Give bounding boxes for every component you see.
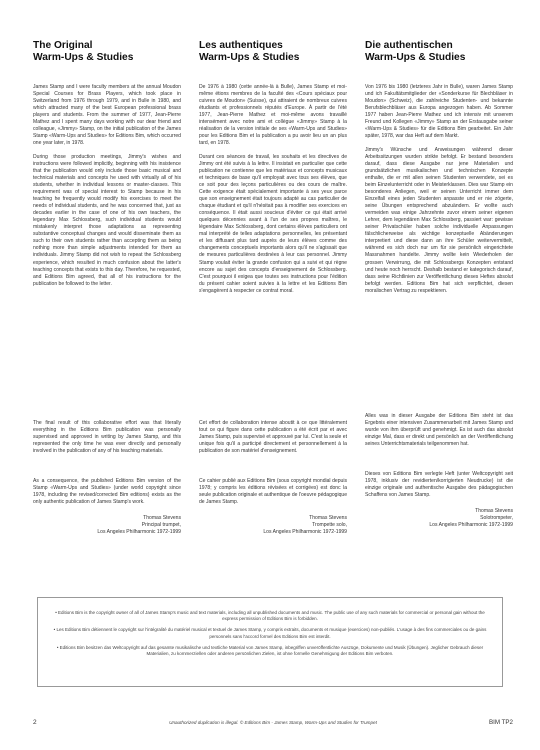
- signature: [365, 508, 513, 529]
- signature-orchestra: Los Angeles Philharmonic 1972-1999: [97, 529, 181, 536]
- signature-name: Thomas Stevens: [475, 507, 513, 514]
- signature: [33, 515, 181, 536]
- column-title: Les authentiques Warm-Ups & Studies: [199, 40, 300, 63]
- catalog-code: BIM TP2: [489, 719, 513, 726]
- signature-role: Principal trumpet,: [141, 522, 181, 529]
- signature-role: Solotrompeter,: [480, 515, 513, 522]
- intro-paragraph: Von 1976 bis 1980 (letzteres Jahr in Bulle), waren James Stamp und ich Fakultätsmitglieder der «Sonderkurse für Blechbläser in Moudon» (Schweiz), die zahlreiche Studenten- und bekannte Berufsblechbläser aus Europa angezogen haben. Ab Sommer 1977 haben Jean-Pierre Mathez und ich intensiv mit unserem Freund und Kollegen «Jimmy» Stamp an der Erstausgabe seiner «Warm-Ups & Studies» für die Editions Bim gearbeitet. Ein Jahr später, 1978, war das Heft auf dem Markt.: [365, 84, 513, 140]
- signature-orchestra: Los Angeles Philharmonic 1972-1999: [263, 529, 347, 536]
- columns: [33, 40, 513, 536]
- result-paragraph: Alles was in dieser Ausgabe der Editions Bim steht ist das Ergebnis einer intensiven Zusammenarbeit mit James Stamp und wurde von ihm überprüft und genehmigt. Es ist auch das absolut einzige Mal, dass er direkt und persönlich an der Veröffentlichung seines Unterrichtsmaterials teilgenommen hat.: [365, 413, 513, 448]
- column-title: The Original Warm-Ups & Studies: [33, 40, 134, 63]
- notice-french: • Les Editions Bim détiennent le copyright sur l'intégralité du matériel musical et textuel de James Stamp, y compris extraits, documents et musique (exercices) non-publiés. L'usage à des fins commerciales ou de gains personnels sans l'accord formel des Editions Bim est interdit.: [53, 627, 487, 639]
- signature: [199, 515, 347, 536]
- column-french: [199, 40, 347, 536]
- intro-paragraph: De 1976 à 1980 (cette année-là à Bulle), James Stamp et moi-même étions membres de la faculté des «Cours spéciaux pour cuivres de Moudon» (Suisse), qui attiraient de nombreux cuivres étudiants et professionnels réputés d'Europe. À partir de l'été 1977, Jean-Pierre Mathez et moi-même avons travaillé intensément avec notre ami et collègue «Jimmy» Stamp à la réalisation de la version initiale de ses «Warm-Ups and Studies» pour les Editions Bim et la publication a pu avoir lieu un an plus tard, en 1978.: [199, 84, 347, 147]
- body-paragraph: During those production meetings, Jimmy's wishes and instructions were followed implicitly, beginning with his insistence that the publication would only include those basic musical and technical materials and concepts he used with virtually all of his students, whether in individual lessons or master-classes. This requirement was of special interest to Stamp because in his teaching he frequently would modify his exercises to meet the needs of individual students, and he was concerned that, just as decades earlier in the case of one of his own teachers, the legendary Max Schlossberg, such individual students would mistakenly interpret those adaptations as representing substantive conceptual changes and would disseminate them as such to their own students rather than accepting them as being nothing more than simple adjustments intended for them as individuals. Jimmy Stamp did not wish to repeat the Schlossberg experience, which resulted in much confusion about the latter's teaching concepts that exists to this day. Therefore, he requested, and Editions Bim agreed, that all of his instructions for the publication be followed to the letter.: [33, 153, 181, 287]
- body-paragraph: Jimmy's Wünsche und Anweisungen während dieser Arbeitssitzungen wurden strikte befolgt. Er bestand besonders darauf, dass diese Ausgabe nur jene Materialien und grundsätzlichen musikalischen und technischen Konzepte enthalte, die er mit allen seinen Studenten verwendete, sei es beim Einzelunterricht oder in Meisterklassen. Dies war Stamp ein besonderes Anliegen, weil er seinen Unterricht immer dem Einzelfall eines jeden Studenten anpasste und er nie zögerte, seine Übungen entsprechend abzuändern. Er wollte auch vermeiden was einige Jahrzehnte zuvor einem seiner eigenen Lehrer, dem legendären Max Schlossberg, passiert war: gewisse seiner Privatschüler haben solche individuelle Anpassungen fälschlicherweise als wichtige konzeptuelle Abänderungen interpretiert und diese dann an ihre Schüler weitervermittelt, während es sich doch nur um für sie persönlich eingerichtete Massnahmen handelte. Jimmy wollte kein Wiederholen der grossen Verwirrung, die mit Schlossbergs Konzepten entstand und heute noch herrscht. Deshalb bestand er kategorisch darauf, dass seine Richtlinien zur Veröffentlichung dieses Heftes absolut befolgt werden. Editions Bim hat sich verpflichtet, diesen moralischen Vertrag zu respektieren.: [365, 146, 513, 294]
- column-english: [33, 40, 181, 536]
- consequence-paragraph: Dieses von Editions Bim verlegte Heft (unter Weltcopyright seit 1978, inklusiv der revidierten/korrigierten Neudrucke) ist die einzige originale und authentische Ausgabe des pädagogischen Schaffens von James Stamp.: [365, 470, 513, 498]
- consequence-paragraph: Ce cahier publié aux Editions Bim (sous copyright mondial depuis 1978; y compris les éditions révisées et corrigées) est donc la seule publication originale et authentique de l'oeuvre pédagogique de James Stamp.: [199, 477, 347, 505]
- footer-copyright: Unauthorized duplication is illegal. © Editions Bim - James Stamp, Warm-Ups and Studies for Trumpet: [169, 720, 377, 725]
- notice-german: • Editions Bim besitzen das Weltcopyright auf das gesamte musikalische und textliche Material von James Stamp, inbegriffen unveröffentlichte Auszüge, Dokumente und Musik (Übungen). Jeglicher Gebrauch dieser Materialien, zu kommerziellen oder anderen persönlichen Zielen, ist ohne formelle Genehmigung der Editions Bim verboten.: [56, 644, 484, 657]
- copyright-notice-box: [37, 597, 503, 687]
- intro-paragraph: James Stamp and I were faculty members at the annual Moudon Special Courses for Brass Players, which took place in Switzerland from 1976 through 1979, and in Bulle in 1980, and which attracted many of the best European professional brass players and students. From the summer of 1977, Jean-Pierre Mathez and I spent many days working with our dear friend and colleague, «Jimmy» Stamp, on the initial publication of the James Stamp «Warm-Ups and Studies» for Editions Bim, which occurred one year later, in 1978.: [33, 84, 181, 147]
- page-number: 2: [33, 719, 37, 726]
- signature-name: Thomas Stevens: [143, 514, 181, 521]
- signature-orchestra: Los Angeles Philharmonic 1972-1999: [429, 522, 513, 529]
- consequence-paragraph: As a consequence, the published Editions Bim version of the Stamp «Warm-Ups and Studies» (under world copyright since 1978, including the revised/corrected Bim editions) exists as the only authentic publication of James Stamp's work.: [33, 477, 181, 505]
- column-title: Die authentischen Warm-Ups & Studies: [365, 40, 466, 63]
- result-paragraph: Cet effort de collaboration intense aboutit à ce que littéralement tout ce qui figure dans cette publication a été écrit par et avec James Stamp, puis supervisé et approuvé par lui. C'est la seule et unique fois qu'il a participé directement et personnellement à la publication de son matériel d'enseignement.: [199, 420, 347, 455]
- body-paragraph: Durant ces séances de travail, les souhaits et les directives de Jimmy ont été suivis à la lettre. Il insistait en particulier que cette publication ne contienne que les matériaux et concepts musicaux et techniques de base qu'il employait avec tous ses élèves, que ce soit pour des leçons particulières ou des cours de maître. Cette exigence était spécialement importante à ses yeux parce que son enseignement était toujours adapté au cas particulier de chaque étudiant et qu'il n'hésitait pas à modifier ses exercices en conséquence. Il était aussi soucieux d'éviter ce qui était arrivé quelques décennies avant à l'un de ses propres maîtres, le légendaire Max Schlossberg, dont certains élèves particuliers ont mal interprété de telles adaptations personnelles, les présentant et les diffusant plus tard auprès de leurs élèves comme des changements conceptuels importants alors qu'il ne s'agissait que de mesures particulières destinées à leur cas personnel. Jimmy Stamp voulait éviter la grande confusion qui a suivi et qui règne encore au sujet des concepts d'enseignement de Schlossberg. C'est pourquoi il exigea que toutes ses instructions pour l'édition du présent cahier soient suivies à la lettre et les Editions Bim s'engagèrent à respecter ce contrat moral.: [199, 153, 347, 294]
- column-german: [365, 40, 513, 536]
- result-paragraph: The final result of this collaborative effort was that literally everything in the Editions Bim publication was personally supervised and approved in writing by James Stamp, and this represented the only time he was ever directly and personally involved in the publication of any of his teaching materials.: [33, 420, 181, 455]
- notice-english: • Editions Bim is the copyright owner of all of James Stamp's music and text materials, including all unpublished documents and music. The public use of any such materials for commercial or personal gain without the express permission of Editions Bim is forbidden.: [55, 610, 485, 622]
- page-footer: [33, 719, 513, 729]
- signature-name: Thomas Stevens: [309, 514, 347, 521]
- signature-role: Trompette solo,: [312, 522, 347, 529]
